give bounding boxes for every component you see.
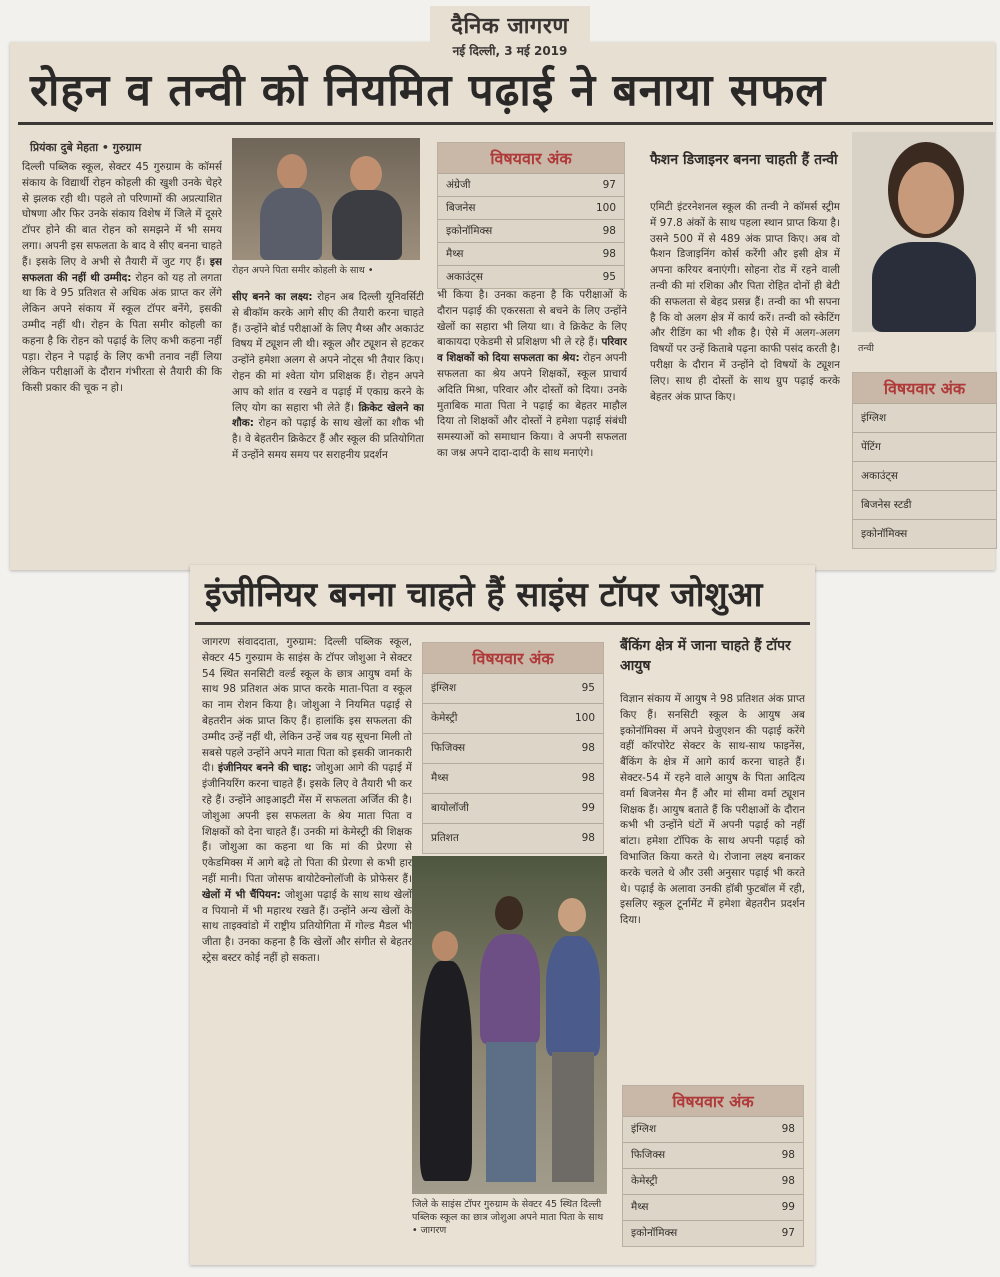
headline-rule xyxy=(18,122,993,125)
table-row xyxy=(438,265,624,288)
story1-col3-text: भी किया है। उनका कहना है कि परीक्षाओं के दौरान पढ़ाई की एकरसता से बचने के लिए उन्होंने खेलों का सहारा भी लिया था। वे क्रिकेट के लिए बाकायदा एकेडमी से प्रशिक्षण भी ले रहे हैं। xyxy=(437,289,627,349)
tanvi-headline: फैशन डिजाइनर बनना चाहती हैं तन्वी xyxy=(650,152,838,168)
rohan-photo-caption: रोहन अपने पिता समीर कोहली के साथ • xyxy=(232,265,374,276)
table-row xyxy=(623,1142,803,1168)
rohan-photo xyxy=(232,138,420,260)
tanvi-text: एमिटी इंटरनेशनल स्कूल की तन्वी ने कॉमर्स स्ट्रीम में 97.8 अंकों के साथ पहला स्थान प्राप्त किया है। उसने 500 में से 489 अंक प्राप्त किए। अब वो फैशन डिजाइनिंग कोर्स करेंगी और इसी क्षेत्र में अपना करियर बनाएंगी। सोहना रोड में रहने वाली तन्वी की मां रशिका और पिता रोहित दोनों ही बेटी की सफलता से बेहद प्रसन्न हैं। तन्वी का भी सपना है कि वो अलग क्षेत्र में कार्य करें। तन्वी को स्केटिंग और रीडिंग का भी शौक है। ऐसे में अलग-अलग विषयों पर उन्हें किताबे पढ़ना काफी पसंद करती है। परीक्षा के दौरान में उन्होंने दो विषयों के ट्यूशन लिए। साथ ही दोस्तों के साथ ग्रुप पढ़ाई करके बेहतर अंक प्राप्त किए। xyxy=(650,201,840,403)
marks: 98 xyxy=(602,248,616,260)
subject: इंग्लिश xyxy=(861,412,887,424)
table-row xyxy=(438,196,624,219)
marks: 98 xyxy=(581,742,595,754)
story1-col1-text-b: रोहन को यह तो लगता था कि वे 95 प्रतिशत से अधिक अंक प्राप्त कर लेंगे लेकिन अपने संकाय में स्कूल टॉपर बनेंगे, इसकी उम्मीद नहीं थी। रोहन के पिता समीर कोहली का कहना है कि रोहन को पढ़ाई के लिए कभी कहना नहीं पड़ा। रोहन ने पढ़ाई के लिए कभी तनाव नहीं लिया लेकिन परीक्षाओं के दौरान गंभीरता से तैयारी की कि किसी प्रकार की चूक न हो। xyxy=(22,271,222,395)
subject: मैथ्स xyxy=(431,772,449,784)
subject: इकोनॉमिक्स xyxy=(861,528,908,540)
subject: पेंटिंग xyxy=(861,441,881,453)
story2-col1-subhead2: खेलों में भी चैंपियन: xyxy=(202,888,281,901)
story1-headline: रोहन व तन्वी को नियमित पढ़ाई ने बनाया सफल xyxy=(30,65,827,116)
story1-byline: प्रियंका दुबे मेहता • गुरुग्राम xyxy=(30,141,142,154)
marks: 100 xyxy=(595,202,616,214)
story1-col2-subhead2: क्रिकेट खेलने का शौक: xyxy=(232,401,424,430)
marks: 98 xyxy=(781,1149,795,1161)
table-row xyxy=(423,823,603,853)
masthead-date: नई दिल्ली, 3 मई 2019 xyxy=(452,44,568,58)
joshua-photo-caption: जिले के साइंस टॉपर गुरुग्राम के सेक्टर 45 स्थित दिल्ली पब्लिक स्कूल का छात्र जोशुआ अपने माता पिता के साथ • जागरण xyxy=(412,1199,604,1236)
subject: केमेस्ट्री xyxy=(431,712,458,724)
subject: फिजिक्स xyxy=(631,1149,666,1161)
newspaper-logo: दैनिक जागरण xyxy=(451,14,569,39)
tanvi-caption: तन्वी xyxy=(858,343,874,354)
table-row xyxy=(853,461,996,490)
subject: अकाउंट्स xyxy=(446,271,483,283)
subject: मैथ्स xyxy=(446,248,464,260)
marks: 95 xyxy=(602,271,616,283)
subject: इंग्लिश xyxy=(431,682,457,694)
ayush-marks-table xyxy=(622,1085,804,1247)
story1-col2-text-b: रोहन को पढ़ाई के साथ खेलों का शौक भी है। वे बेहतरीन क्रिकेटर हैं और स्कूल की प्रतियोगिता में उन्होंने समय समय पर सराहनीय प्रदर्शन xyxy=(232,417,424,461)
story1-col3-subhead: परिवार व शिक्षकों को दिया सफलता का श्रेय: xyxy=(437,336,627,365)
table-row xyxy=(423,763,603,793)
subject: अंग्रेजी xyxy=(446,179,471,191)
story2-col1-subhead: इंजीनियर बनने की चाह: xyxy=(218,762,312,775)
story1-col1 xyxy=(22,160,222,560)
story1-col3 xyxy=(437,288,627,556)
marks: 98 xyxy=(781,1123,795,1135)
headline-rule-2 xyxy=(195,622,810,625)
marks: 98 xyxy=(781,1175,795,1187)
story2-col1-text-b: जोशुआ आगे की पढ़ाई में इंजीनियरिंग करना चाहते हैं। इसके लिए वे तैयारी भी कर रहे हैं। उन्होंने आइआइटी मेंस में सफलता अर्जित की है। जोशुआ अपनी इस सफलता के श्रेय माता पिता व शिक्षकों को देना चाहते हैं। उनकी मां केमेस्ट्री की शिक्षक हैं। जोशुआ का कहना था कि मां की प्रेरणा से एकेडमिक्स में आगे बढ़े तो पिता की प्रेरणा से कभी हार नहीं मानी। पिता जोसफ बायोटेक्नोलॉजी के प्रोफेसर हैं। xyxy=(202,762,412,885)
story2-col1 xyxy=(202,635,412,1260)
ayush-headline: बैंकिंग क्षेत्र में जाना चाहते हैं टॉपर आयुष xyxy=(620,638,791,674)
subject: मैथ्स xyxy=(631,1201,649,1213)
table-row xyxy=(853,519,996,548)
table-row xyxy=(623,1168,803,1194)
tanvi-marks-title: विषयवार अंक xyxy=(853,373,996,403)
subject: अकाउंट्स xyxy=(861,470,898,482)
story1-col1-subhead: इस सफलता की नहीं थी उम्मीद: xyxy=(22,255,222,284)
table-row xyxy=(623,1116,803,1142)
ayush-marks-title: विषयवार अंक xyxy=(623,1086,803,1116)
table-row xyxy=(438,242,624,265)
marks: 98 xyxy=(602,225,616,237)
subject: केमेस्ट्री xyxy=(631,1175,658,1187)
marks: 97 xyxy=(781,1227,795,1239)
story1-col2 xyxy=(232,290,424,555)
masthead xyxy=(430,6,590,66)
rohan-marks-table xyxy=(437,142,625,289)
tanvi-marks-table xyxy=(852,372,997,549)
table-row xyxy=(623,1194,803,1220)
subject: बिजनेस स्टडी xyxy=(861,499,912,511)
table-row xyxy=(423,673,603,703)
marks: 98 xyxy=(581,832,595,844)
marks: 100 xyxy=(574,712,595,724)
story1-col3-text-b: रोहन अपनी सफलता का श्रेय अपने शिक्षकों, स्कूल प्राचार्य अदिति मिश्रा, परिवार और दोस्तों को दिया। उनके मुताबिक माता पिता ने पढ़ाई का बेहतर माहौल दिया तो शिक्षकों और दोस्तों ने हमेशा पढ़ाई संबंधी समस्याओं को समाधान किया। वे अपनी सफलता का जश्न अपने दादा-दादी के साथ मनाएंगे। xyxy=(437,352,627,459)
subject: इंग्लिश xyxy=(631,1123,657,1135)
table-row xyxy=(853,403,996,432)
subject: इकोनॉमिक्स xyxy=(631,1227,678,1239)
story2-headline: इंजीनियर बनना चाहते हैं साइंस टॉपर जोशुआ xyxy=(205,575,763,615)
table-row xyxy=(423,703,603,733)
subject: इकोनॉमिक्स xyxy=(446,225,493,237)
story1-col2-text: रोहन अब दिल्ली यूनिवर्सिटी से बीकॉम करके आगे सीए की तैयारी करना चाहते हैं। उन्होंने बोर्ड परीक्षाओं के लिए मैथ्स और अकाउंट विषय में ट्यूशन ली थी। स्कूल और ट्यूशन से हटकर उन्होंने हमेशा अलग से अपने नोट्स भी तैयार किए। रोहन की मां श्वेता योग प्रशिक्षक हैं। रोहन अपने आप को शांत व रखने व पढ़ाई में एकाग्र करने के लिए योग का सहारा भी लेते हैं। xyxy=(232,291,424,414)
rohan-marks-title: विषयवार अंक xyxy=(438,143,624,173)
story2-col1-text-c: जोशुआ पढ़ाई के साथ साथ खेलों व पियानो में भी महारथ रखते हैं। उन्होंने अन्य खेलों के साथ ताइक्वांडो में राष्ट्रीय प्रतियोगिता में गोल्ड मैडल भी जीता है। उनका कहना है कि खेलों और संगीत से बेहतर स्ट्रेस बस्टर कोई नहीं हो सकता। xyxy=(202,888,412,964)
table-row xyxy=(853,490,996,519)
subject: फिजिक्स xyxy=(431,742,466,754)
marks: 99 xyxy=(781,1201,795,1213)
story2-col1-text: जागरण संवाददाता, गुरुग्राम: दिल्ली पब्लिक स्कूल, सेक्टर 45 गुरुग्राम के साइंस के टॉपर जोशुआ ने सेक्टर 54 स्थित सनसिटी वर्ल्ड स्कूल के छात्र आयुष वर्मा के साथ 98 प्रतिशत अंक प्राप्त करके माता-पिता व स्कूल का नाम रोशन किया है। जोशुआ ने नियमित पढ़ाई से बेहतरीन अंक प्राप्त किए हैं। हालांकि इस सफलता की उम्मीद उन्हें नहीं थी, लेकिन उन्हें जब यह सूचना मिली तो सबसे पहले उन्होंने अपने माता पिता को इसकी जानकारी दी। xyxy=(202,636,412,775)
joshua-marks-title: विषयवार अंक xyxy=(423,643,603,673)
marks: 97 xyxy=(602,179,616,191)
subject: बिजनेस xyxy=(446,202,476,214)
table-row xyxy=(423,793,603,823)
table-row xyxy=(438,173,624,196)
table-row xyxy=(438,219,624,242)
marks: 95 xyxy=(581,682,595,694)
story1-col2-subhead: सीए बनने का लक्ष्य: xyxy=(232,291,313,303)
joshua-marks-table xyxy=(422,642,604,854)
subject: बायोलॉजी xyxy=(431,802,469,814)
ayush-text: विज्ञान संकाय में आयुष ने 98 प्रतिशत अंक प्राप्त किए हैं। सनसिटी स्कूल के आयुष अब इकोनॉमिक्स में अपने ग्रेजुएशन की पढ़ाई करेंगे वहीं कॉरपोरेट सेक्टर के साथ-साथ फाइनेंस, बैंकिंग के क्षेत्र में आगे कार्य करना चाहते हैं। सेक्टर-54 में रहने वाले आयुष के पिता आदित्य वर्मा बिजनेस मैन हैं और मां सीमा वर्मा ट्यूशन शिक्षक हैं। आयुष बताते हैं कि परीक्षाओं के दौरान कभी भी उन्होंने घंटों में अपनी पढ़ाई को नहीं बांटा। हमेशा टॉपिक के साथ अपनी पढ़ाई को विभाजित किया करते थे। रोजाना लक्ष्य बनाकर करके चलते थे और उसी अनुसार पढ़ाई भी करते थे। पढ़ाई के अलावा उनकी हॉबी फुटबॉल में रही, इसलिए स्कूल टूर्नामेंट में हमेशा बेहतरीन प्रदर्शन दिया। xyxy=(620,693,805,927)
table-row xyxy=(423,733,603,763)
table-row xyxy=(853,432,996,461)
marks: 99 xyxy=(581,802,595,814)
subject: प्रतिशत xyxy=(431,832,459,844)
joshua-photo xyxy=(412,856,607,1194)
story1-col1-text: दिल्ली पब्लिक स्कूल, सेक्टर 45 गुरुग्राम के कॉमर्स संकाय के विद्यार्थी रोहन कोहली की खुशी उनके चेहरे से झलक रही थी। पहले तो परिणामों की अप्रत्याशित घोषणा और फिर उनके संकाय विशेष में जिले में दूसरे टॉपर होने की बात रोहन को समझने में भी समय लगा। अपनी इस सफलता के बाद वे सीए बनना चाहते हैं। इसके लिए वे अभी से तैयारी में जुट गए हैं। xyxy=(22,161,222,268)
marks: 98 xyxy=(581,772,595,784)
table-row xyxy=(623,1220,803,1246)
tanvi-photo xyxy=(852,132,995,332)
